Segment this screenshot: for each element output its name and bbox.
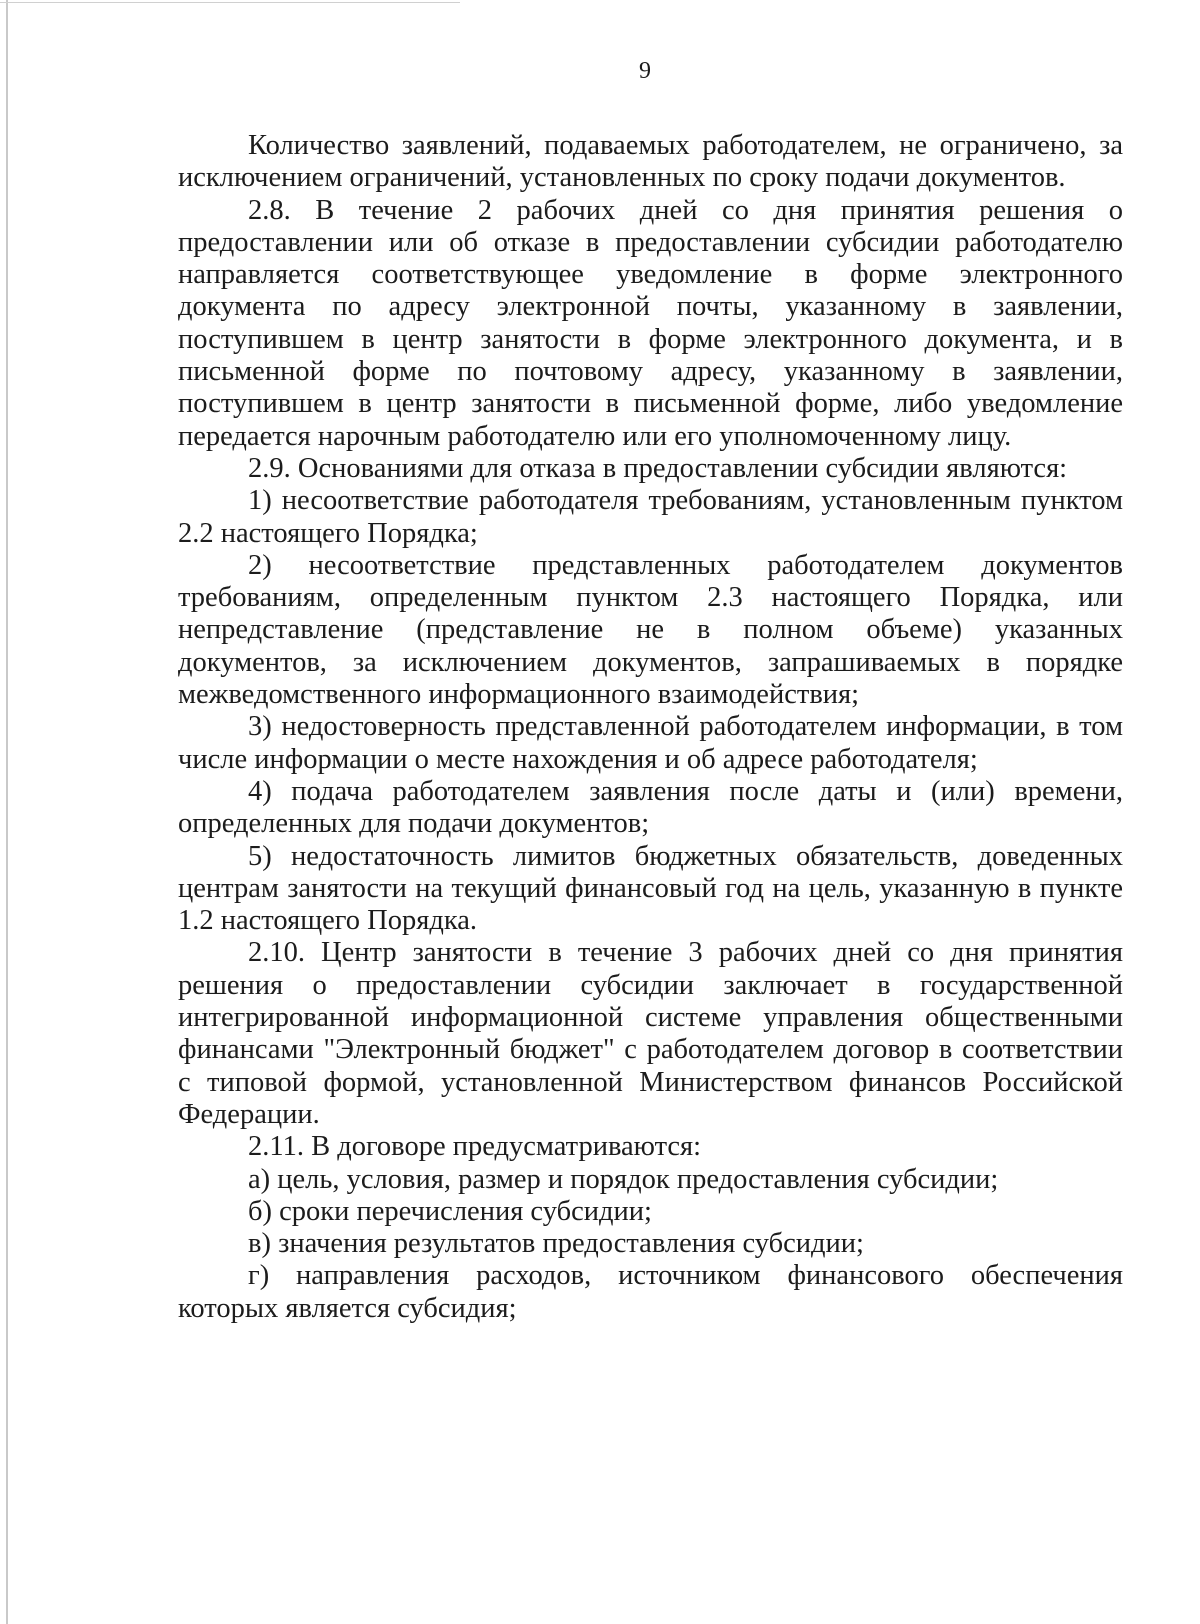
list-item-5: 5) недостаточность лимитов бюджетных обязательств, доведенных центрам занятости на текущий финансовый год на цель, указанную в пункте 1.2 настоящего Порядка. (178, 840, 1123, 937)
paragraph-2-8: 2.8. В течение 2 рабочих дней со дня принятия решения о предоставлении или об отказе в предоставлении субсидии работодателю направляется соответствующее уведомление в форме электронного документа по адресу электронной почты, указанному в заявлении, поступившем в центр занятости в форме электронного документа, и в письменной форме по почтовому адресу, указанному в заявлении, поступившем в центр занятости в письменной форме, либо уведомление передается нарочным работодателю или его уполномоченному лицу. (178, 194, 1123, 452)
list-item-a: а) цель, условия, размер и порядок предоставления субсидии; (248, 1163, 999, 1195)
scan-top-edge (0, 2, 460, 3)
scan-left-edge (6, 0, 8, 1624)
paragraph-2-9: 2.9. Основаниями для отказа в предоставлении субсидии являются: (248, 452, 1068, 484)
list-item-v: в) значения результатов предоставления субсидии; (248, 1228, 864, 1260)
paragraph-2-10: 2.10. Центр занятости в течение 3 рабочих дней со дня принятия решения о предоставлении субсидии заключает в государственной интегрированной информационной системе управления общественными финансами "Электронный бюджет" с работодателем договор в соответствии с типовой формой, установленной Министерством финансов Российской Федерации. (178, 937, 1123, 1130)
list-item-3: 3) недостоверность представленной работодателем информации, в том числе информации о месте нахождения и об адресе работодателя; (178, 711, 1123, 775)
list-item-g: г) направления расходов, источником финансового обеспечения которых является субсидия; (178, 1260, 1123, 1324)
paragraph-applications-count: Количество заявлений, подаваемых работодателем, не ограничено, за исключением ограничений, установленных по сроку подачи документов. (178, 130, 1123, 194)
list-item-b: б) сроки перечисления субсидии; (248, 1195, 652, 1227)
list-item-1: 1) несоответствие работодателя требованиям, установленным пунктом 2.2 настоящего Порядка; (178, 485, 1123, 549)
document-body (178, 130, 1123, 1325)
paragraph-2-11: 2.11. В договоре предусматриваются: (248, 1131, 702, 1163)
list-item-2: 2) несоответствие представленных работодателем документов требованиям, определенным пунктом 2.3 настоящего Порядка, или непредставление (представление не в полном объеме) указанных документов, за исключением документов, запрашиваемых в порядке межведомственного информационного взаимодействия; (178, 549, 1123, 711)
page-number: 9 (639, 58, 651, 84)
list-item-4: 4) подача работодателем заявления после даты и (или) времени, определенных для подачи документов; (178, 775, 1123, 840)
